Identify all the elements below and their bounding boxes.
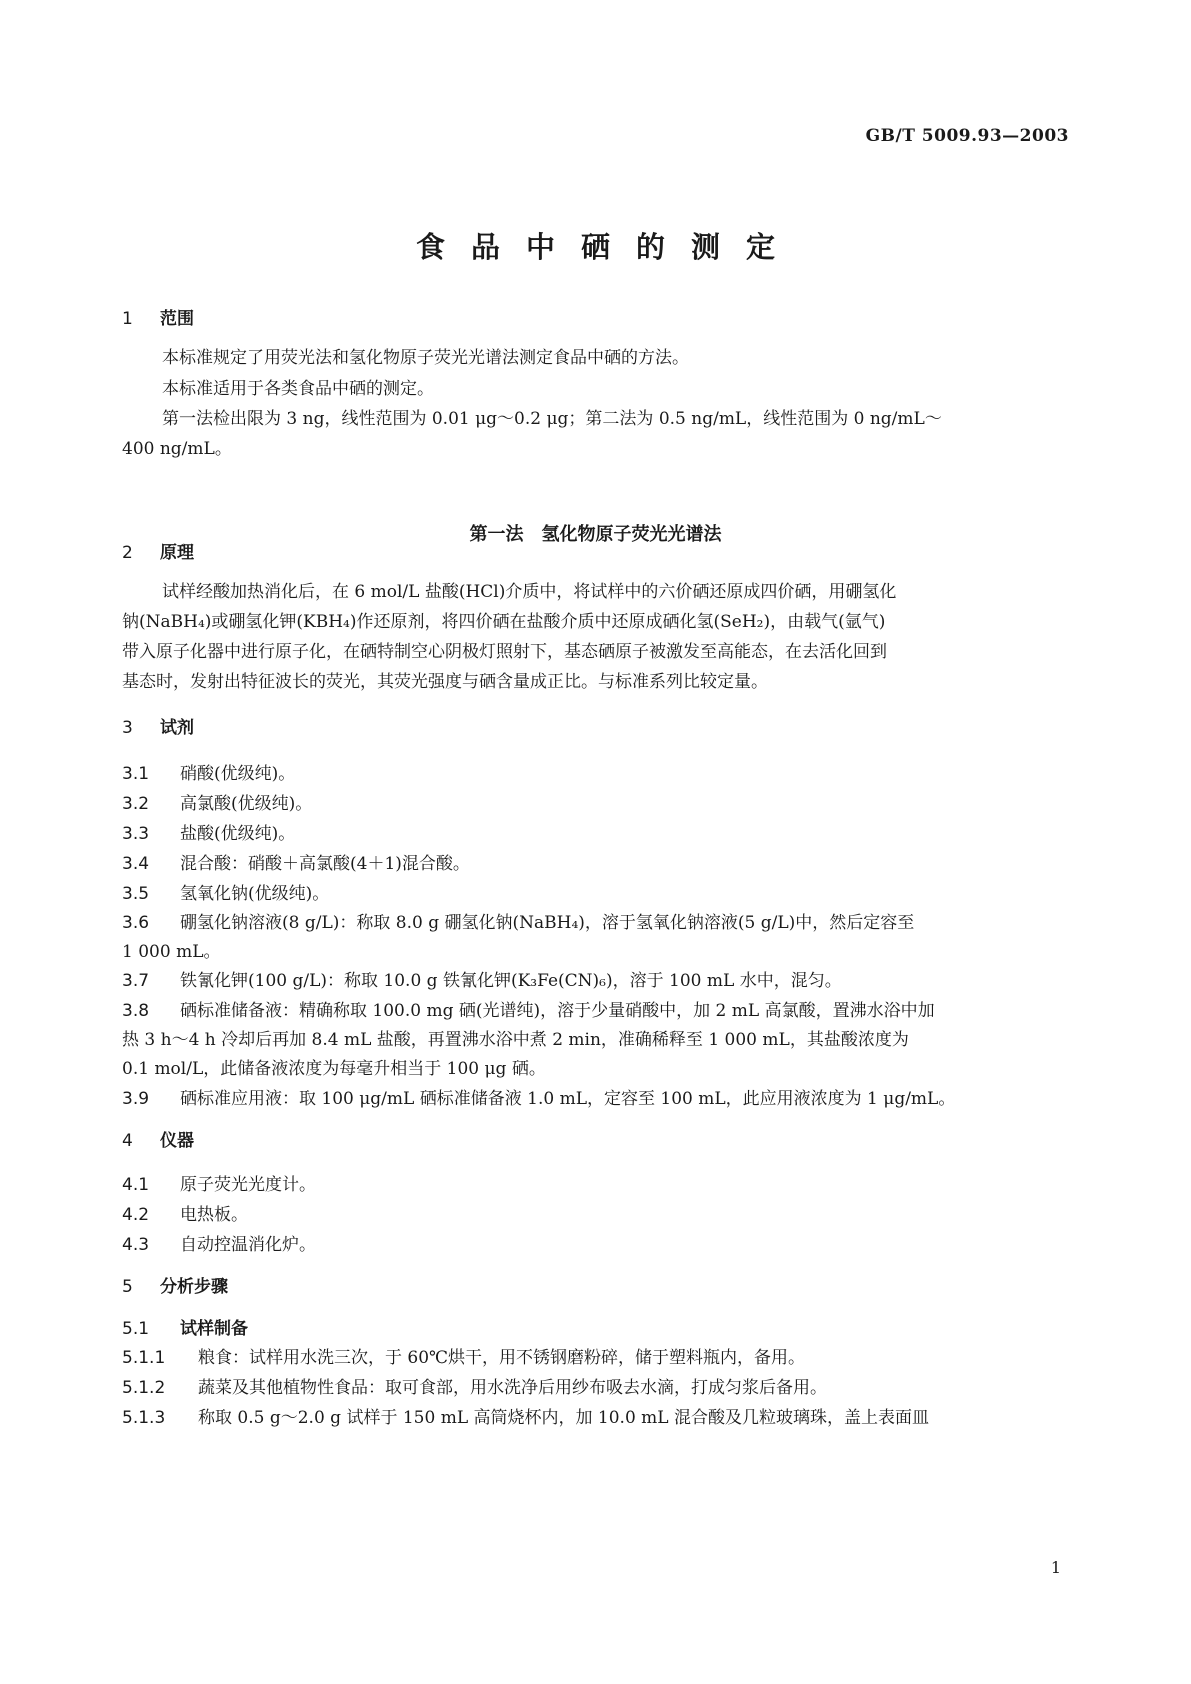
scope-paragraph-3-line-2: 400 ng/mL。: [122, 439, 232, 459]
page-title: 食品中硒的测定: [415, 230, 801, 264]
scope-paragraph-1: 本标准规定了用荧光法和氢化物原子荧光光谱法测定食品中硒的方法。: [162, 348, 689, 368]
principle-line-4: 基态时，发射出特征波长的荧光，其荧光强度与硒含量成正比。与标准系列比较定量。: [122, 672, 768, 692]
section-2-heading: [122, 538, 194, 563]
instrument-item: 4.2 电热板。: [122, 1205, 248, 1225]
section-1-heading: [122, 304, 194, 329]
reagent-item: 3.5 氢氧化钠(优级纯)。: [122, 884, 330, 904]
section-5-heading: [122, 1272, 228, 1297]
reagent-item: 3.7 铁氰化钾(100 g/L)：称取 10.0 g 铁氰化钾(K₃Fe(CN)₆)，溶于 100 mL 水中，混匀。: [122, 971, 842, 991]
principle-line-2: 钠(NaBH₄)或硼氢化钾(KBH₄)作还原剂，将四价硒在盐酸介质中还原成硒化氢(SeH₂)，由载气(氩气): [122, 612, 886, 632]
reagent-item-continuation: 热 3 h～4 h 冷却后再加 8.4 mL 盐酸，再置沸水浴中煮 2 min，准确稀释至 1 000 mL，其盐酸浓度为: [122, 1030, 909, 1050]
section-number: 2: [122, 543, 133, 563]
section-title: 原理: [160, 543, 194, 563]
instrument-item: 4.3 自动控温消化炉。: [122, 1235, 316, 1255]
method-heading: 第一法 氢化物原子荧光光谱法: [469, 524, 722, 545]
reagent-item: 3.9 硒标准应用液：取 100 μg/mL 硒标准储备液 1.0 mL，定容至 100 mL，此应用液浓度为 1 μg/mL。: [122, 1089, 956, 1109]
instrument-item: 4.1 原子荧光光度计。: [122, 1175, 316, 1195]
reagent-item-continuation: 1 000 mL。: [122, 942, 221, 962]
reagent-item: 3.6 硼氢化钠溶液(8 g/L)：称取 8.0 g 硼氢化钠(NaBH₄)，溶于氢氧化钠溶液(5 g/L)中，然后定容至: [122, 913, 915, 933]
reagent-item: 3.1 硝酸(优级纯)。: [122, 764, 296, 784]
section-number: 1: [122, 309, 133, 329]
reagent-item: 3.2 高氯酸(优级纯)。: [122, 794, 313, 814]
section-title: 范围: [160, 309, 194, 329]
section-title: 仪器: [160, 1131, 194, 1151]
procedure-item: 5.1.1 粮食：试样用水洗三次，于 60℃烘干，用不锈钢磨粉碎，储于塑料瓶内，备用。: [122, 1348, 806, 1368]
scope-paragraph-2: 本标准适用于各类食品中硒的测定。: [162, 379, 434, 399]
standard-number: GB/T 5009.93—2003: [865, 126, 1069, 146]
section-title: 试剂: [160, 718, 194, 738]
scope-paragraph-3-line-1: 第一法检出限为 3 ng，线性范围为 0.01 μg～0.2 μg；第二法为 0.5 ng/mL，线性范围为 0 ng/mL～: [162, 409, 942, 429]
reagent-item: 3.3 盐酸(优级纯)。: [122, 824, 296, 844]
procedure-item: 5.1.3 称取 0.5 g～2.0 g 试样于 150 mL 高筒烧杯内，加 10.0 mL 混合酸及几粒玻璃珠，盖上表面皿: [122, 1408, 929, 1428]
section-number: 4: [122, 1131, 133, 1151]
section-number: 3: [122, 718, 133, 738]
section-title: 分析步骤: [160, 1277, 228, 1297]
section-3-heading: [122, 713, 194, 738]
reagent-item: 3.4 混合酸：硝酸＋高氯酸(4＋1)混合酸。: [122, 854, 470, 874]
reagent-item-continuation: 0.1 mol/L，此储备液浓度为每毫升相当于 100 μg 硒。: [122, 1059, 546, 1079]
procedure-item: 5.1.2 蔬菜及其他植物性食品：取可食部，用水洗净后用纱布吸去水滴，打成匀浆后备用。: [122, 1378, 827, 1398]
section-4-heading: [122, 1126, 194, 1151]
subsection-heading: 5.1 试样制备: [122, 1319, 248, 1339]
principle-line-1: 试样经酸加热消化后，在 6 mol/L 盐酸(HCl)介质中，将试样中的六价硒还原成四价硒，用硼氢化: [162, 582, 897, 602]
page-number: 1: [1050, 1558, 1061, 1577]
section-number: 5: [122, 1277, 133, 1297]
reagent-item: 3.8 硒标准储备液：精确称取 100.0 mg 硒(光谱纯)，溶于少量硝酸中，加 2 mL 高氯酸，置沸水浴中加: [122, 1001, 935, 1021]
principle-line-3: 带入原子化器中进行原子化，在硒特制空心阴极灯照射下，基态硒原子被激发至高能态，在去活化回到: [122, 642, 887, 662]
